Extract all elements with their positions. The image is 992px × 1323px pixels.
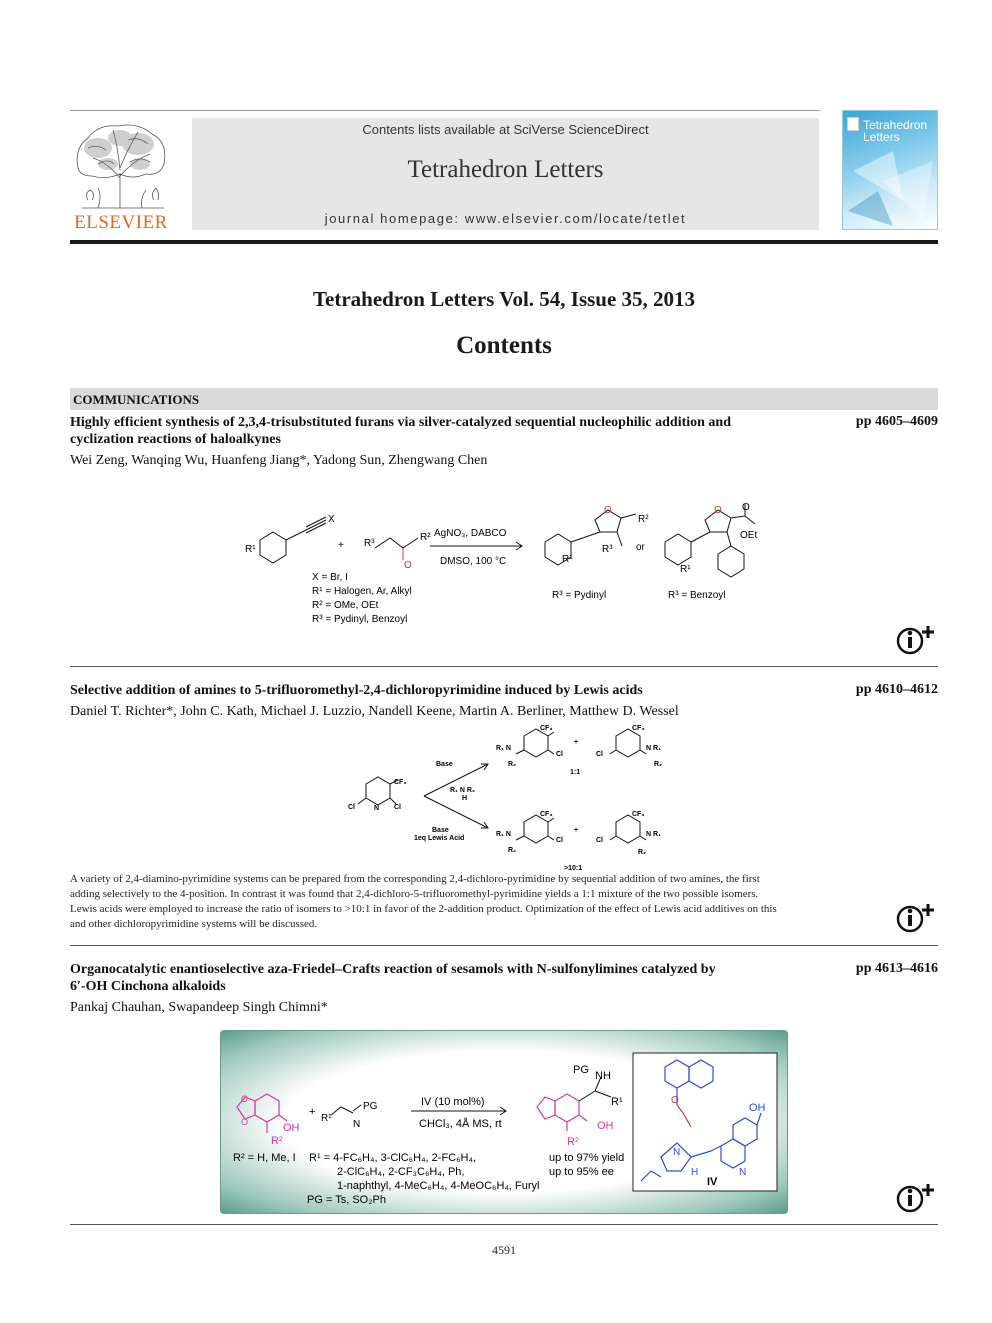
article-3-scheme bbox=[221, 1031, 789, 1215]
scheme1-cond-4: R³ = Pydinyl, Benzoyl bbox=[312, 614, 408, 625]
scheme1-cond-1: X = Br, I bbox=[312, 572, 348, 583]
scheme1-p1-r2: R² bbox=[638, 514, 649, 525]
scheme1-product2-label: R³ = Benzoyl bbox=[668, 590, 726, 601]
scheme2-p2-cl: Cl bbox=[596, 751, 603, 758]
scheme3-r1-def-2: 2-ClC₆H₄, 2-CF₃C₆H₄, Ph, bbox=[337, 1166, 465, 1178]
cover-title-line2: Letters bbox=[863, 130, 900, 144]
abstract-line: Lewis acids were employed to increase the ratio of isomers to >10:1 in favor of the 2-addition product. Optimization of the effect of Lewis acid additives on this bbox=[70, 903, 777, 915]
cover-title-line1: Tetrahedron bbox=[863, 118, 928, 132]
tree-icon bbox=[68, 118, 174, 210]
scheme2-upper-ratio: 1:1 bbox=[570, 769, 581, 776]
article-1-pages[interactable]: pp 4605–4609 bbox=[855, 414, 938, 429]
journal-name: Tetrahedron Letters bbox=[407, 156, 604, 183]
abstract-line: adding selectively to the 4-position. In contrast it was found that 2,4-dichloro-5-trifluoromethyl-pyrimidine yields a 1:1 mixture of the two possible isomers. bbox=[70, 888, 759, 900]
scheme1-furan-o2: O bbox=[714, 505, 722, 516]
scheme2-p4-cl: Cl bbox=[596, 837, 603, 844]
scheme3-plus: + bbox=[309, 1106, 316, 1118]
article-divider bbox=[70, 945, 938, 946]
scheme2-p1-r2: R₂ bbox=[508, 761, 517, 768]
scheme3-r1-def-1: R¹ = 4-FC₆H₄, 3-ClC₆H₄, 2-FC₆H₄, bbox=[309, 1152, 477, 1164]
sciverse-link[interactable]: Contents lists available at SciVerse ScienceDirect bbox=[362, 122, 649, 137]
scheme2-amine-h: H bbox=[462, 795, 468, 802]
scheme3-sesamol-oh: OH bbox=[283, 1122, 300, 1134]
scheme2-p3-cf3: CF₃ bbox=[540, 811, 553, 818]
scheme1-or: or bbox=[636, 542, 645, 553]
contents-heading: Contents bbox=[456, 332, 552, 359]
article-3-title-line1: Organocatalytic enantioselective aza-Friedel–Crafts reaction of sesamols with N-sulfonylimines catalyzed by bbox=[70, 962, 716, 977]
scheme1-reagent-top: AgNO₃, DABCO bbox=[434, 528, 507, 539]
scheme1-plus: + bbox=[338, 540, 344, 551]
section-bar bbox=[70, 388, 938, 410]
scheme3-catalyst-n2: N bbox=[739, 1167, 747, 1178]
scheme1-oet: OEt bbox=[740, 530, 758, 541]
scheme3-ee: up to 95% ee bbox=[549, 1166, 614, 1178]
scheme3-imine-n: N bbox=[353, 1119, 361, 1130]
scheme2-plus-upper: + bbox=[574, 739, 579, 746]
article-3-title[interactable] bbox=[70, 961, 830, 995]
scheme3-r2-def: R² = H, Me, I bbox=[233, 1152, 296, 1164]
scheme3-product-pg: PG bbox=[573, 1064, 589, 1076]
scheme1-o-label: O bbox=[404, 560, 412, 571]
scheme3-sesamol-o2: O bbox=[241, 1117, 249, 1127]
scheme3-catalyst-o: O bbox=[671, 1095, 679, 1106]
scheme3-product-r1: R¹ bbox=[611, 1096, 623, 1108]
header-bottom-rule bbox=[70, 240, 938, 244]
scheme3-sesamol-r2: R² bbox=[271, 1135, 283, 1147]
info-plus-icon[interactable] bbox=[896, 624, 936, 656]
cover-art-icon bbox=[843, 111, 938, 230]
elsevier-logo[interactable] bbox=[68, 118, 174, 232]
scheme2-p2-nr1: N R₁ bbox=[646, 745, 661, 752]
scheme2-lower-cond2: 1eq Lewis Acid bbox=[414, 835, 465, 842]
scheme2-p4-r2: R₂ bbox=[638, 849, 647, 856]
scheme3-product-r2: R² bbox=[567, 1136, 579, 1148]
article-2-title[interactable]: Selective addition of amines to 5-trifluoromethyl-2,4-dichloropyrimidine induced by Lewis acids bbox=[70, 683, 643, 698]
scheme2-p1-cf3: CF₃ bbox=[540, 725, 553, 732]
scheme2-p1-r1n: R₁ N bbox=[496, 745, 511, 752]
article-divider bbox=[70, 666, 938, 667]
scheme1-ester-o: O bbox=[742, 502, 750, 513]
scheme2-plus-lower: + bbox=[574, 827, 579, 834]
scheme3-imine-pg: PG bbox=[363, 1101, 378, 1112]
scheme3-catalyst: IV (10 mol%) bbox=[421, 1096, 485, 1108]
elsevier-wordmark: ELSEVIER bbox=[74, 212, 168, 233]
article-2-abstract bbox=[70, 872, 842, 932]
scheme2-p4-cf3: CF₃ bbox=[632, 811, 645, 818]
scheme3-r1-def-3: 1-naphthyl, 4-MeC₆H₄, 4-MeOC₆H₄, Furyl bbox=[337, 1180, 540, 1192]
scheme2-upper-cond: Base bbox=[436, 761, 453, 768]
article-1-title-line2: cyclization reactions of haloalkynes bbox=[70, 432, 281, 447]
scheme3-pg-def: PG = Ts, SO₂Ph bbox=[307, 1194, 386, 1206]
scheme3-catalyst-label: IV bbox=[707, 1176, 718, 1188]
journal-banner bbox=[192, 118, 819, 230]
scheme2-p1-cl: Cl bbox=[556, 751, 563, 758]
scheme3-yield: up to 97% yield bbox=[549, 1152, 625, 1164]
scheme2-p3-r1n: R₁ N bbox=[496, 831, 511, 838]
article-3-graphical-abstract bbox=[220, 1030, 788, 1214]
scheme1-r2-label: R² bbox=[420, 532, 431, 543]
scheme1-r3-label: R³ bbox=[364, 538, 375, 549]
scheme2-p2-r2: R₂ bbox=[654, 761, 663, 768]
issue-title: Tetrahedron Letters Vol. 54, Issue 35, 2013 bbox=[312, 287, 696, 311]
article-1-authors: Wei Zeng, Wanqing Wu, Huanfeng Jiang*, Yadong Sun, Zhengwang Chen bbox=[70, 453, 488, 468]
page-number: 4591 bbox=[492, 1243, 516, 1257]
abstract-line: and other dichloropyrimidine systems will be discussed. bbox=[70, 918, 318, 930]
scheme1-cond-3: R² = OMe, OEt bbox=[312, 600, 379, 611]
scheme2-p3-r2: R₂ bbox=[508, 847, 517, 854]
header-top-rule bbox=[70, 110, 820, 111]
article-1-scheme bbox=[240, 500, 780, 630]
scheme3-product-nh: NH bbox=[595, 1070, 611, 1082]
scheme2-lower-cond1: Base bbox=[432, 827, 449, 834]
info-plus-icon[interactable] bbox=[896, 902, 936, 934]
scheme1-x-label: X bbox=[328, 514, 335, 525]
article-2-authors: Daniel T. Richter*, John C. Kath, Michael J. Luzzio, Nandell Keene, Martin A. Berliner, Matthew D. Wessel bbox=[70, 704, 679, 719]
abstract-line: A variety of 2,4-diamino-pyrimidine systems can be prepared from the corresponding 2,4-dichloro-pyrimidine by sequential addition of two amines, the first bbox=[70, 873, 760, 885]
scheme1-r1-label: R¹ bbox=[245, 544, 256, 555]
article-1-title[interactable] bbox=[70, 414, 830, 448]
article-3-title-line2: 6′-OH Cinchona alkaloids bbox=[70, 979, 226, 994]
journal-homepage-link[interactable]: journal homepage: www.elsevier.com/locate/tetlet bbox=[324, 211, 687, 226]
scheme3-imine-r1: R¹ bbox=[321, 1113, 332, 1124]
scheme3-sesamol-o1: O bbox=[241, 1094, 249, 1104]
scheme2-cl-b: Cl bbox=[394, 804, 401, 811]
scheme1-p1-r1: R¹ bbox=[562, 554, 573, 565]
scheme2-n-a: N bbox=[374, 805, 380, 812]
article-1-title-line1: Highly efficient synthesis of 2,3,4-trisubstituted furans via silver-catalyzed sequential nucleophilic addition and bbox=[70, 415, 732, 430]
scheme2-lower-ratio: >10:1 bbox=[564, 865, 583, 872]
scheme1-p2-r1: R¹ bbox=[680, 564, 691, 575]
scheme3-product-oh: OH bbox=[597, 1120, 614, 1132]
scheme1-reagent-bottom: DMSO, 100 °C bbox=[440, 556, 507, 567]
scheme1-product1-label: R³ = Pydinyl bbox=[552, 590, 607, 601]
scheme2-p4-nr1: N R₁ bbox=[646, 831, 661, 838]
scheme2-p3-cl: Cl bbox=[556, 837, 563, 844]
scheme2-p2-cf3: CF₃ bbox=[632, 725, 645, 732]
article-3-authors: Pankaj Chauhan, Swapandeep Singh Chimni* bbox=[70, 1000, 328, 1015]
scheme2-cl-a: Cl bbox=[348, 804, 355, 811]
article-3-pages[interactable]: pp 4613–4616 bbox=[855, 961, 938, 976]
scheme3-catalyst-n: N bbox=[673, 1147, 681, 1158]
article-2-pages[interactable]: pp 4610–4612 bbox=[855, 682, 938, 697]
scheme1-p1-r3: R³ bbox=[602, 544, 613, 555]
article-2-scheme bbox=[340, 724, 670, 874]
scheme2-amine-r: R₁ N R₂ bbox=[450, 787, 476, 794]
scheme3-catalyst-h: H bbox=[691, 1167, 699, 1178]
article-divider bbox=[70, 1224, 938, 1225]
scheme2-cf3: CF₃ bbox=[394, 779, 407, 786]
section-label: COMMUNICATIONS bbox=[73, 392, 200, 407]
info-plus-icon[interactable] bbox=[896, 1182, 936, 1214]
scheme1-furan-o1: O bbox=[604, 505, 612, 516]
scheme1-cond-2: R¹ = Halogen, Ar, Alkyl bbox=[312, 586, 412, 597]
scheme3-solvent: CHCl₃, 4Å MS, rt bbox=[419, 1118, 502, 1130]
scheme3-catalyst-oh: OH bbox=[749, 1102, 766, 1114]
journal-cover-thumbnail[interactable] bbox=[842, 110, 938, 230]
